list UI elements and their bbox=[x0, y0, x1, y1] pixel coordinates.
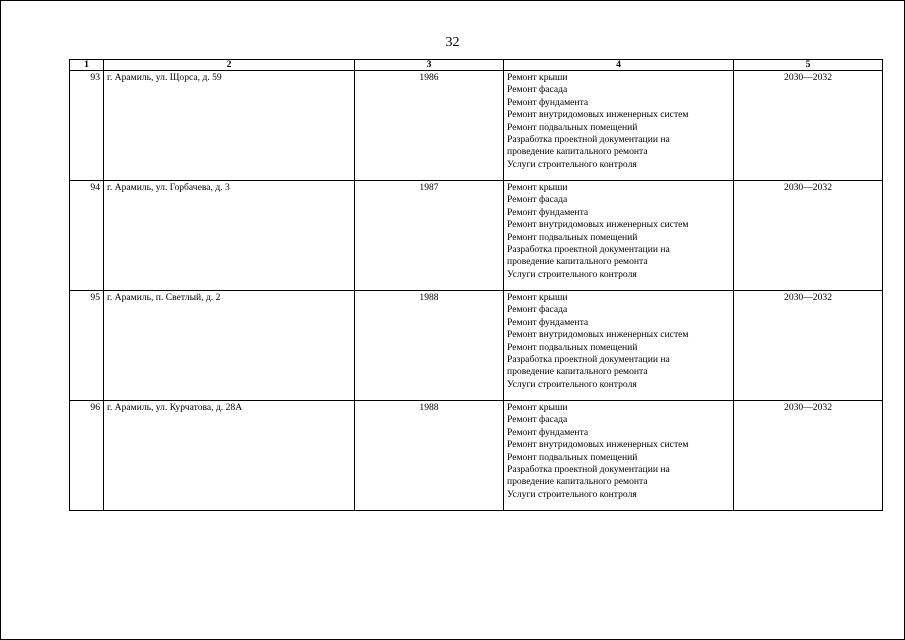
repair-work-item: Услуги строительного контроля bbox=[507, 378, 637, 390]
building-address: г. Арамиль, ул. Щорса, д. 59 bbox=[104, 71, 355, 181]
column-header-1: 1 bbox=[70, 60, 104, 71]
table-row bbox=[70, 181, 883, 291]
column-header-4: 4 bbox=[504, 60, 734, 71]
construction-year: 1986 bbox=[355, 71, 504, 181]
repair-work-item: проведение капитального ремонта bbox=[507, 146, 648, 158]
building-address: г. Арамиль, п. Светлый, д. 2 bbox=[104, 291, 355, 401]
repair-work-item: Ремонт крыши bbox=[507, 72, 568, 83]
planned-period: 2030—2032 bbox=[734, 181, 883, 291]
repair-work-item: Разработка проектной документации на bbox=[507, 464, 670, 476]
row-number: 93 bbox=[70, 71, 104, 181]
construction-year: 1988 bbox=[355, 291, 504, 401]
repair-work-item: Услуги строительного контроля bbox=[507, 158, 637, 170]
column-header-3: 3 bbox=[355, 60, 504, 71]
repair-work-item: Услуги строительного контроля bbox=[507, 488, 637, 500]
building-address: г. Арамиль, ул. Курчатова, д. 28А bbox=[104, 401, 355, 511]
repair-works-list bbox=[504, 71, 734, 181]
repair-work-item: Ремонт подвальных помещений bbox=[507, 121, 638, 133]
page-number: 32 bbox=[445, 35, 460, 50]
building-address: г. Арамиль, ул. Горбачева, д. 3 bbox=[104, 181, 355, 291]
table-row bbox=[70, 71, 883, 181]
planned-period: 2030—2032 bbox=[734, 71, 883, 181]
repair-work-item: Разработка проектной документации на bbox=[507, 244, 670, 256]
repair-work-item: Ремонт фундамента bbox=[507, 426, 589, 438]
repair-work-item: Ремонт подвальных помещений bbox=[507, 341, 638, 353]
repair-work-item: Ремонт крыши bbox=[507, 182, 568, 193]
repair-work-item: Ремонт крыши bbox=[507, 402, 568, 413]
repair-work-item: Ремонт фундамента bbox=[507, 96, 589, 108]
repair-work-item: Ремонт подвальных помещений bbox=[507, 451, 638, 463]
repair-work-item: Ремонт фасада bbox=[507, 414, 568, 426]
column-header-2: 2 bbox=[104, 60, 355, 71]
planned-period: 2030—2032 bbox=[734, 291, 883, 401]
row-number: 96 bbox=[70, 401, 104, 511]
repair-works-list bbox=[504, 291, 734, 401]
repair-work-item: Ремонт фасада bbox=[507, 194, 568, 206]
repair-work-item: Ремонт внутридомовых инженерных систем bbox=[507, 439, 689, 451]
construction-year: 1988 bbox=[355, 401, 504, 511]
table-row bbox=[70, 401, 883, 511]
repair-work-item: Ремонт внутридомовых инженерных систем bbox=[507, 109, 689, 121]
repair-work-item: проведение капитального ремонта bbox=[507, 366, 648, 378]
repair-work-item: проведение капитального ремонта bbox=[507, 256, 648, 268]
repair-work-item: Ремонт фундамента bbox=[507, 206, 589, 218]
repair-work-item: Ремонт внутридомовых инженерных систем bbox=[507, 329, 689, 341]
construction-year: 1987 bbox=[355, 181, 504, 291]
repair-work-item: проведение капитального ремонта bbox=[507, 476, 648, 488]
row-number: 94 bbox=[70, 181, 104, 291]
repair-work-item: Ремонт подвальных помещений bbox=[507, 231, 638, 243]
repair-works-list bbox=[504, 401, 734, 511]
column-header-5: 5 bbox=[734, 60, 883, 71]
repair-work-item: Разработка проектной документации на bbox=[507, 354, 670, 366]
table-row bbox=[70, 291, 883, 401]
repair-work-item: Ремонт фасада bbox=[507, 84, 568, 96]
repair-work-item: Ремонт внутридомовых инженерных систем bbox=[507, 219, 689, 231]
table-header-row bbox=[70, 60, 883, 71]
repair-schedule-table bbox=[69, 59, 883, 511]
repair-works-list bbox=[504, 181, 734, 291]
table-body bbox=[70, 71, 883, 511]
repair-work-item: Услуги строительного контроля bbox=[507, 268, 637, 280]
planned-period: 2030—2032 bbox=[734, 401, 883, 511]
row-number: 95 bbox=[70, 291, 104, 401]
repair-work-item: Ремонт крыши bbox=[507, 292, 568, 303]
repair-work-item: Ремонт фасада bbox=[507, 304, 568, 316]
repair-work-item: Разработка проектной документации на bbox=[507, 134, 670, 146]
repair-work-item: Ремонт фундамента bbox=[507, 316, 589, 328]
